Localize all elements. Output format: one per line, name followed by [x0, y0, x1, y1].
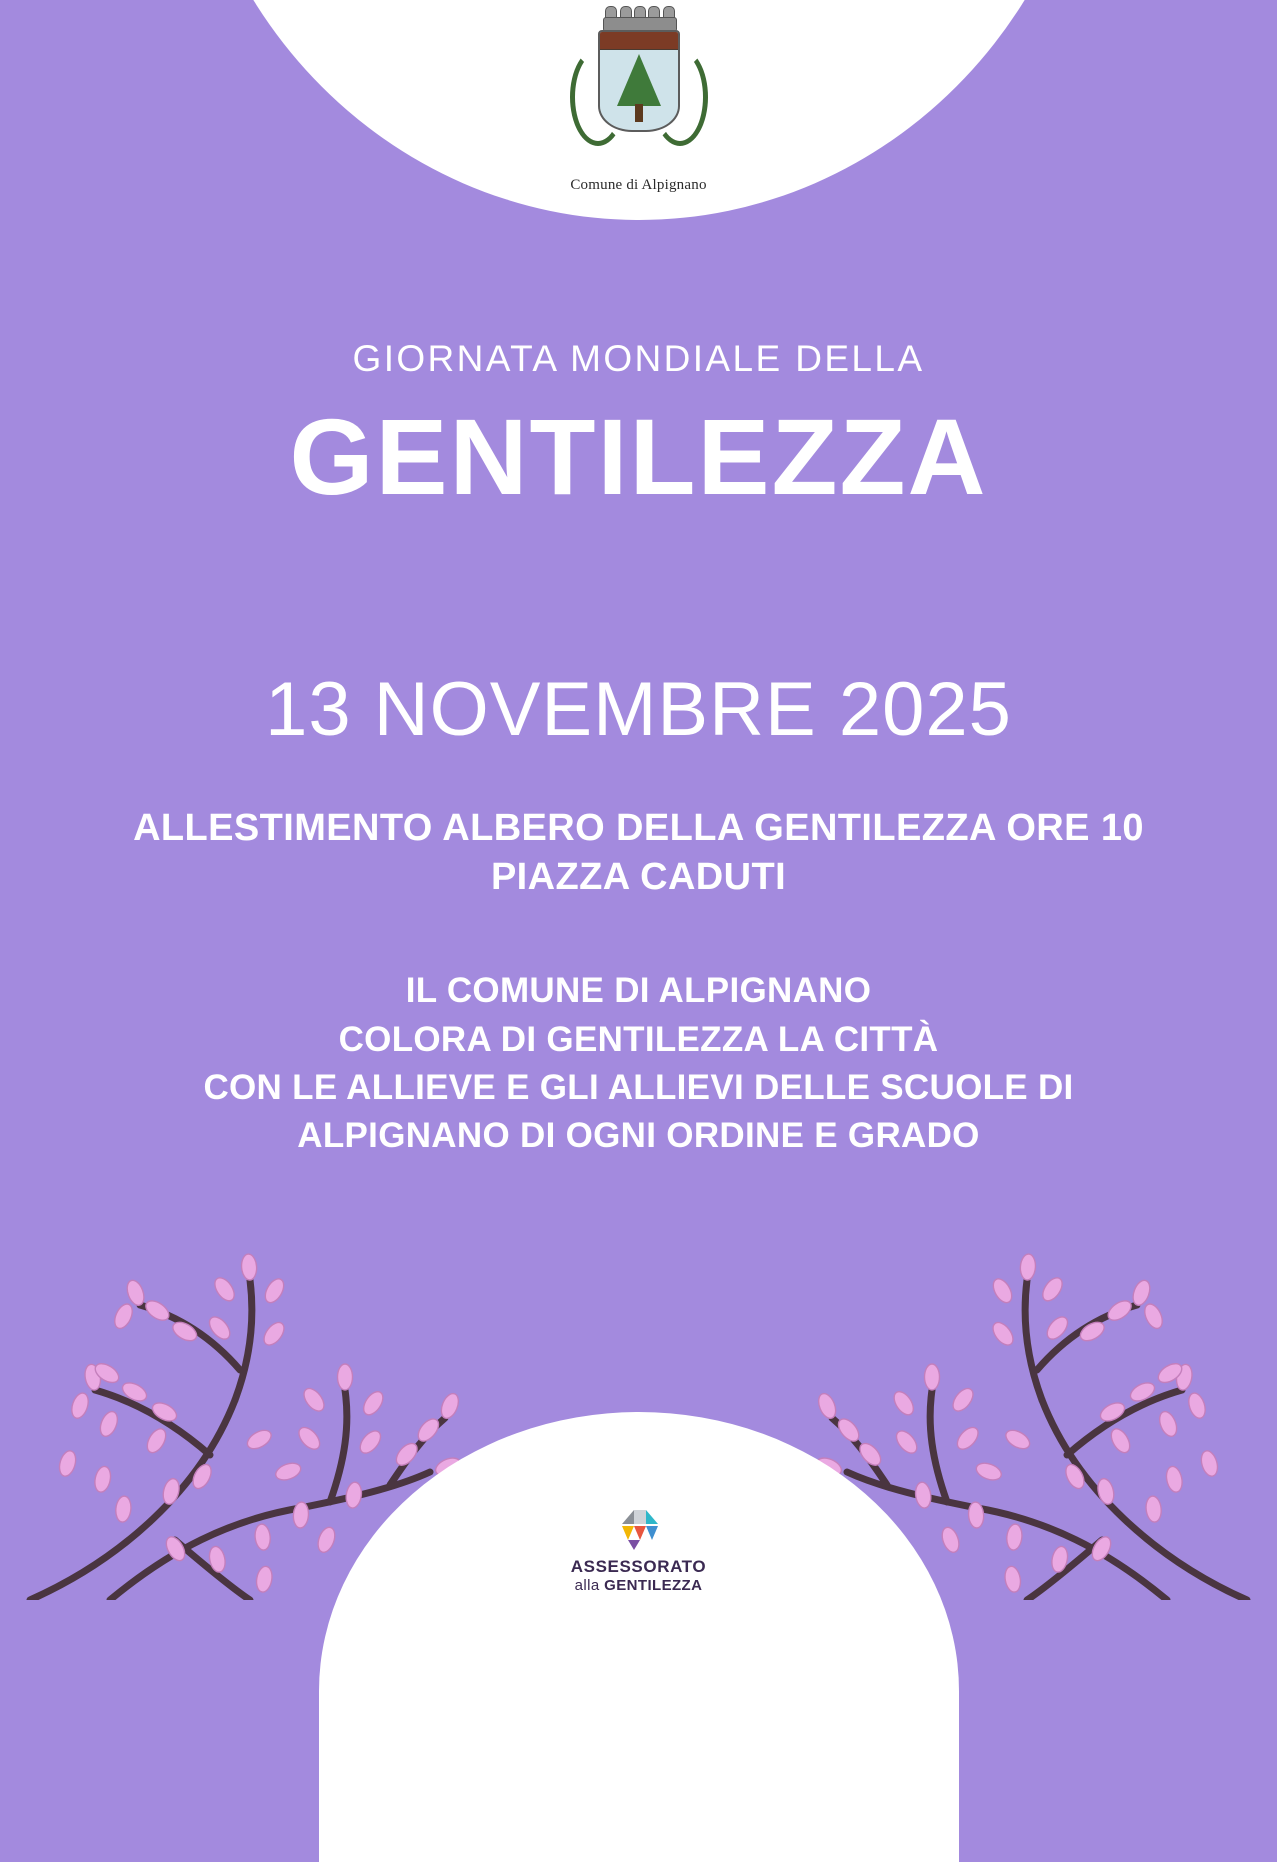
description-line: IL COMUNE DI ALPIGNANO: [405, 971, 872, 1011]
laurel-left-icon: [570, 48, 626, 146]
poster-content: [0, 340, 1277, 1160]
event-subtitle: [0, 804, 1277, 901]
footer-prefix: alla: [574, 1577, 605, 1594]
footer-logo-block: [489, 1504, 789, 1594]
coat-of-arms-icon: [554, 0, 724, 175]
crown-icon: [603, 4, 675, 32]
description-line: CON LE ALLIEVE E GLI ALLIEVI DELLE SCUOLE DI: [203, 1067, 1074, 1107]
subtitle-line: PIAZZA CADUTI: [490, 855, 787, 898]
description-line: ALPIGNANO DI OGNI ORDINE E GRADO: [297, 1116, 980, 1156]
description-line: COLORA DI GENTILEZZA LA CITTÀ: [338, 1019, 939, 1059]
bottom-arc-decoration: [319, 1412, 959, 1862]
poster-kicker: GIORNATA MONDIALE DELLA: [352, 338, 925, 379]
crest-block: [479, 0, 799, 194]
footer-strong: GENTILEZZA: [604, 1577, 703, 1594]
event-date: 13 NOVEMBRE 2025: [265, 666, 1012, 752]
crest-caption: Comune di Alpignano: [570, 177, 707, 193]
subtitle-line: ALLESTIMENTO ALBERO DELLA GENTILEZZA ORE 10: [133, 806, 1144, 849]
footer-line-primary: ASSESSORATO: [570, 1557, 707, 1576]
page-title: GENTILEZZA: [289, 396, 988, 517]
footer-line-secondary: [489, 1577, 789, 1594]
laurel-right-icon: [652, 48, 708, 146]
assessorato-gentilezza-logo-icon: [608, 1504, 670, 1552]
event-description: [0, 967, 1277, 1160]
